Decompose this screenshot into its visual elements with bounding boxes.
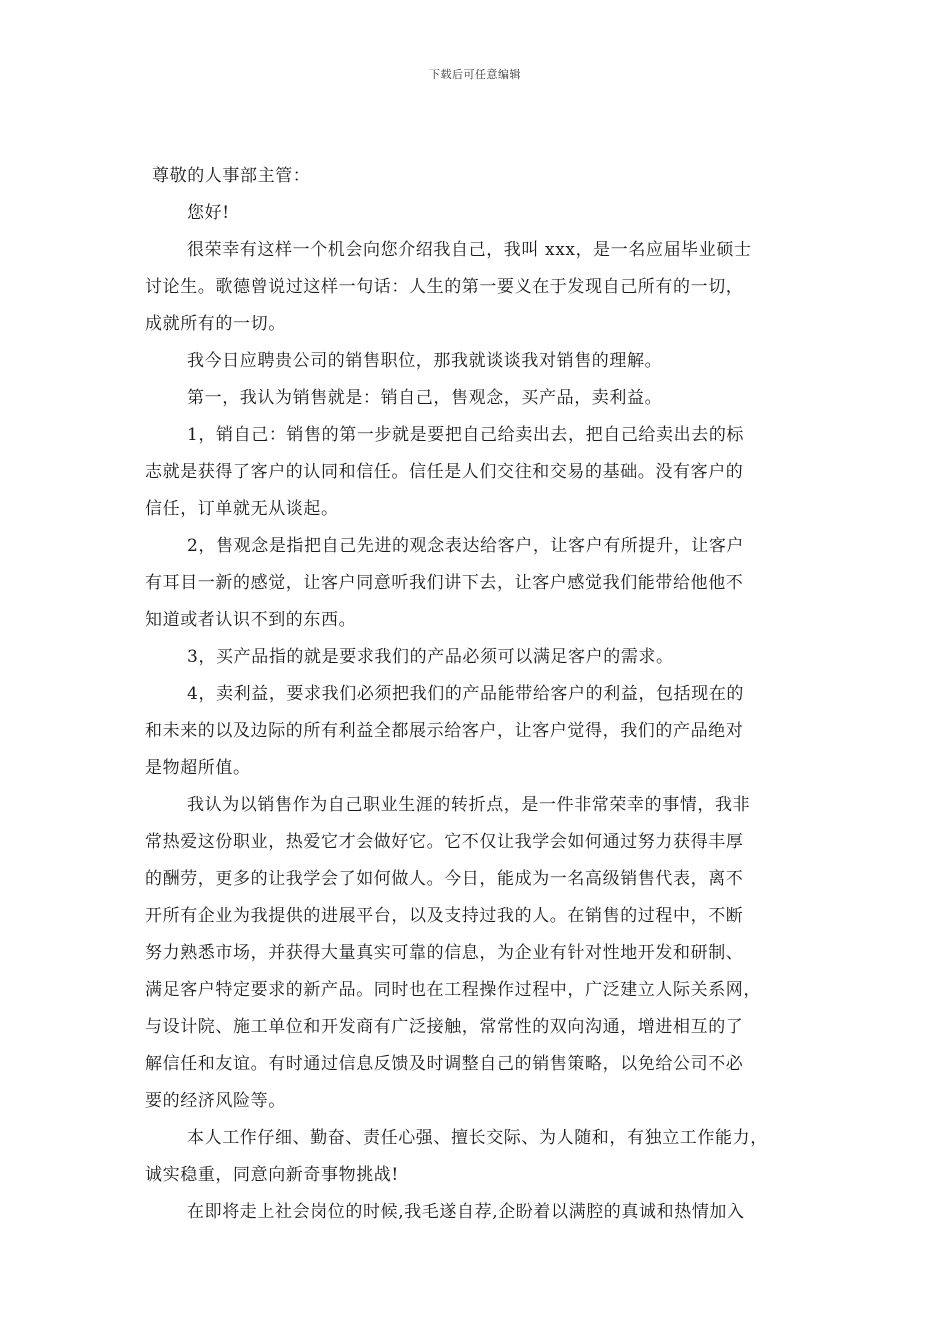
letter-text-line: 是物超所值。 bbox=[145, 758, 251, 778]
letter-text-line: 的酬劳，更多的让我学会了如何做人。今日，能成为一名高级销售代表，离不 bbox=[145, 869, 744, 889]
letter-text-line: 第一，我认为销售就是：销自己，售观念，买产品，卖利益。 bbox=[187, 388, 663, 408]
letter-text-line: 志就是获得了客户的认同和信任。信任是人们交往和交易的基础。没有客户的 bbox=[145, 462, 744, 482]
letter-text-line: 我认为以销售作为自己职业生涯的转折点，是一件非常荣幸的事情，我非 bbox=[187, 795, 751, 815]
letter-text-line: 信任，订单就无从谈起。 bbox=[145, 499, 339, 519]
letter-text-line: 努力熟悉市场，并获得大量真实可靠的信息，为企业有针对性地开发和研制、 bbox=[145, 943, 744, 963]
letter-text-line: 3，买产品指的就是要求我们的产品必须可以满足客户的需求。 bbox=[187, 647, 674, 667]
salutation-line: 尊敬的人事部主管： bbox=[152, 166, 311, 186]
letter-text-line: 知道或者认识不到的东西。 bbox=[145, 610, 357, 630]
letter-text-line: 要的经济风险等。 bbox=[145, 1091, 286, 1111]
letter-text-line: 2，售观念是指把自己先进的观念表达给客户，让客户有所提升，让客户 bbox=[187, 536, 745, 556]
letter-text-line: 有耳目一新的感觉，让客户同意听我们讲下去，让客户感觉我们能带给他他不 bbox=[145, 573, 744, 593]
letter-text-line: 和未来的以及边际的所有利益全都展示给客户，让客户觉得，我们的产品绝对 bbox=[145, 721, 744, 741]
letter-text-line: 成就所有的一切。 bbox=[145, 314, 286, 334]
letter-text-line: 您好! bbox=[187, 203, 230, 223]
letter-text-line: 我今日应聘贵公司的销售职位，那我就谈谈我对销售的理解。 bbox=[187, 351, 663, 371]
letter-text-line: 诚实稳重，同意向新奇事物挑战! bbox=[145, 1165, 399, 1185]
letter-text-line: 常热爱这份职业，热爱它才会做好它。它不仅让我学会如何通过努力获得丰厚 bbox=[145, 832, 744, 852]
letter-text-line: 满足客户特定要求的新产品。同时也在工程操作过程中，广泛建立人际关系网， bbox=[145, 980, 761, 1000]
page-header-note: 下载后可任意编辑 bbox=[429, 68, 521, 81]
letter-text-line: 很荣幸有这样一个机会向您介绍我自己，我叫 xxx，是一名应届毕业硕士 bbox=[187, 240, 752, 260]
letter-text-line: 1，销自己：销售的第一步就是要把自己给卖出去，把自己给卖出去的标 bbox=[187, 425, 745, 445]
letter-text-line: 解信任和友谊。有时通过信息反馈及时调整自己的销售策略，以免给公司不必 bbox=[145, 1054, 744, 1074]
letter-text-line: 讨论生。歌德曾说过这样一句话：人生的第一要义在于发现自己所有的一切， bbox=[145, 277, 744, 297]
letter-text-line: 本人工作仔细、勤奋、责任心强、擅长交际、为人随和，有独立工作能力， bbox=[187, 1128, 768, 1148]
letter-text-line: 与设计院、施工单位和开发商有广泛接触，常常性的双向沟通，增进相互的了 bbox=[145, 1017, 744, 1037]
letter-text-line: 在即将走上社会岗位的时候,我毛遂自荐,企盼着以满腔的真诚和热情加入 bbox=[187, 1202, 745, 1222]
letter-body bbox=[145, 158, 805, 1231]
letter-text-line: 开所有企业为我提供的进展平台，以及支持过我的人。在销售的过程中，不断 bbox=[145, 906, 744, 926]
letter-text-line: 4，卖利益，要求我们必须把我们的产品能带给客户的利益，包括现在的 bbox=[187, 684, 745, 704]
